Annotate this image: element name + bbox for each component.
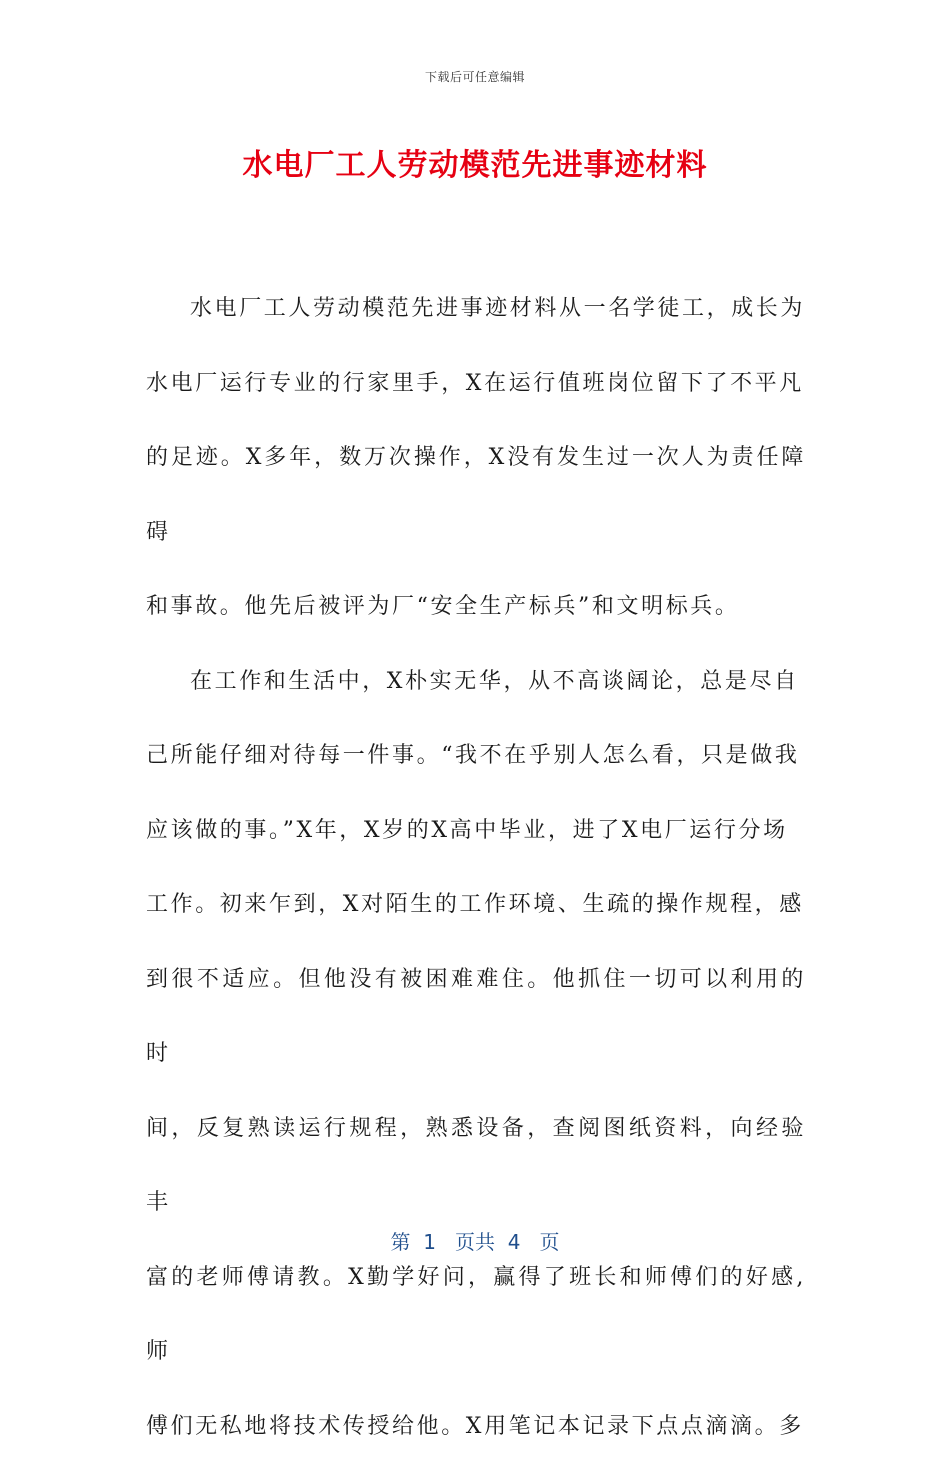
document-title: 水电厂工人劳动模范先进事迹材料 xyxy=(0,140,950,184)
paragraph-line: 水电厂运行专业的行家里手，X在运行值班岗位留下了不平凡 xyxy=(146,347,806,422)
paragraph-line: 傅们无私地将技术传授给他。X用笔记本记录下点点滴滴。多 xyxy=(146,1390,806,1464)
paragraph-line: 工作。初来乍到，X对陌生的工作环境、生疏的操作规程，感 xyxy=(146,868,806,943)
paragraph-line: 水电厂工人劳动模范先进事迹材料从一名学徒工，成长为 xyxy=(146,272,806,347)
paragraph-1 xyxy=(146,272,806,645)
paragraph-line: 到很不适应。但他没有被困难难住。他抓住一切可以利用的时 xyxy=(146,943,806,1092)
paragraph-line: 间，反复熟读运行规程，熟悉设备，查阅图纸资料，向经验丰 xyxy=(146,1092,806,1241)
paragraph-line: 的足迹。X多年，数万次操作，X没有发生过一次人为责任障碍 xyxy=(146,421,806,570)
paragraph-line: 在工作和生活中，X朴实无华，从不高谈阔论，总是尽自 xyxy=(146,645,806,720)
paragraph-line: 己所能仔细对待每一件事。“我不在乎别人怎么看，只是做我 xyxy=(146,719,806,794)
document-body xyxy=(146,272,806,1464)
page-number-footer: 第 1 页共 4 页 xyxy=(0,1226,950,1255)
header-watermark: 下载后可任意编辑 xyxy=(0,68,950,85)
paragraph-line: 应该做的事。”X年，X岁的X高中毕业，进了X电厂运行分场 xyxy=(146,794,806,869)
paragraph-2 xyxy=(146,645,806,1464)
paragraph-line: 富的老师傅请教。X勤学好问，赢得了班长和师傅们的好感,师 xyxy=(146,1241,806,1390)
paragraph-line: 和事故。他先后被评为厂“安全生产标兵”和文明标兵。 xyxy=(146,570,806,645)
